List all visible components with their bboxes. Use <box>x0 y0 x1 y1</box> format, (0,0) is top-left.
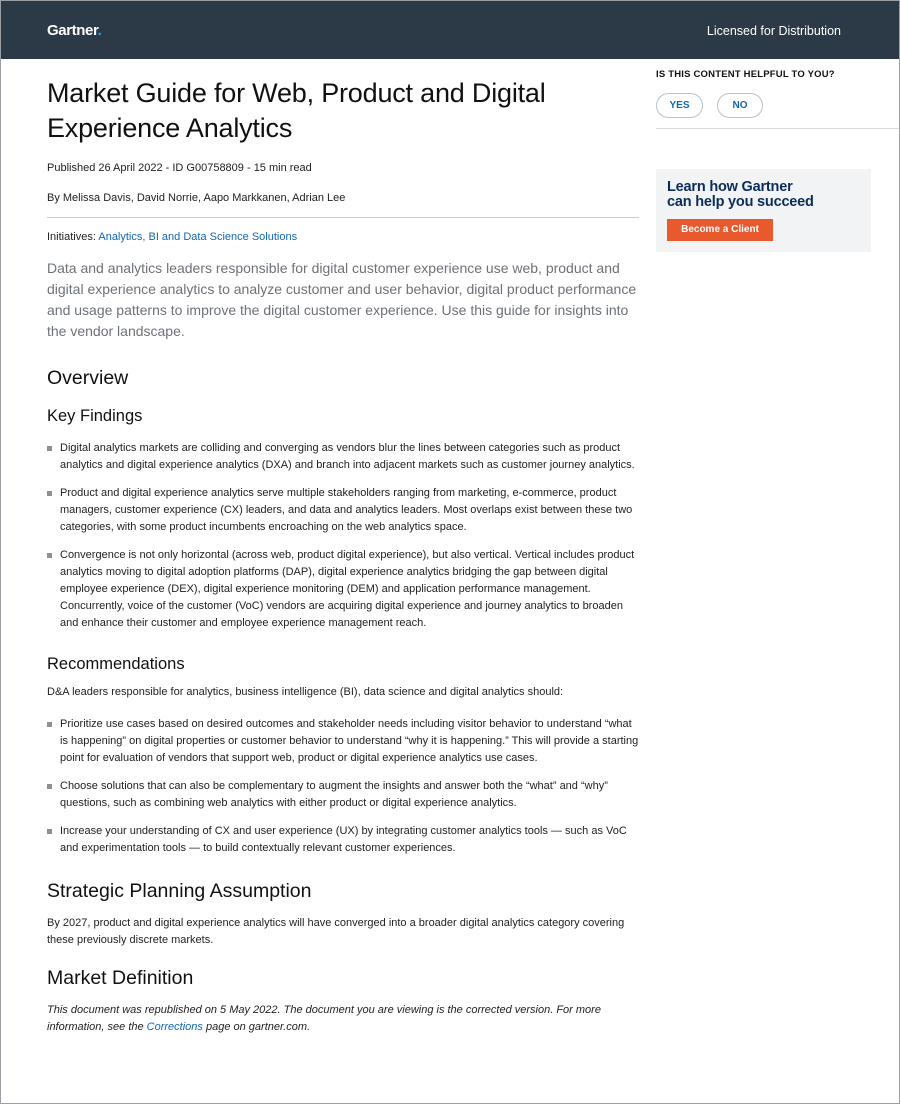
list-item <box>47 823 639 857</box>
top-bar <box>1 1 899 59</box>
bullet-square-icon <box>47 784 52 789</box>
feedback-buttons <box>656 93 899 119</box>
title-line-2: Experience Analytics <box>47 113 293 143</box>
market-definition-heading: Market Definition <box>47 967 194 989</box>
logo-dot: . <box>97 22 102 39</box>
become-client-button[interactable]: Become a Client <box>667 219 773 241</box>
header-divider <box>47 217 639 218</box>
helpful-question: IS THIS CONTENT HELPFUL TO YOU? <box>656 69 835 80</box>
md-text-before: This document was republished on 5 May 2022. The document you are viewing is the corrected version. For more information, see the <box>47 1004 601 1033</box>
bullet-square-icon <box>47 829 52 834</box>
list-item-text: Choose solutions that can also be complementary to augment the insights and answer both the “what” and “why” questions, such as combining web analytics with either product or digital experience analytics. <box>60 780 608 809</box>
overview-heading: Overview <box>47 367 129 389</box>
sidebar <box>656 59 899 235</box>
strategic-planning-text: By 2027, product and digital experience analytics will have converged into a broader digital analytics category covering these previously discrete markets. <box>47 917 625 946</box>
gartner-logo[interactable] <box>47 22 101 39</box>
market-definition-text <box>47 1002 639 1036</box>
recommendations-list <box>47 716 639 857</box>
recommendations-intro: D&A leaders responsible for analytics, business intelligence (BI), data science and digital analytics should: <box>47 686 564 698</box>
yes-button[interactable]: YES <box>656 93 703 118</box>
initiatives-link[interactable]: Analytics, BI and Data Science Solutions <box>98 231 298 243</box>
strategic-planning-heading: Strategic Planning Assumption <box>47 880 312 902</box>
promo-card <box>656 169 871 252</box>
bullet-square-icon <box>47 491 52 496</box>
list-item <box>47 716 639 767</box>
list-item <box>47 440 639 474</box>
recommendations-heading: Recommendations <box>47 655 185 673</box>
no-button[interactable]: NO <box>717 93 763 118</box>
page-title <box>47 76 639 146</box>
corrections-link[interactable]: Corrections <box>146 1021 203 1033</box>
list-item <box>47 547 639 632</box>
promo-line-1: Learn how Gartner <box>667 179 793 195</box>
list-item-text: Convergence is not only horizontal (across web, product digital experience), but also vertical. Vertical includes product analytics moving to digital adoption platforms (DAP), digital experience analytics bridging the gap between digital employee experience (DEX), digital experience monitoring (DEM) and application performance management. Concurrently, voice of the customer (VoC) vendors are acquiring digital experience and journey analytics to broaden and enhance their customer and employee experience management reach. <box>60 549 635 629</box>
md-text-after: page on gartner.com. <box>202 1021 311 1033</box>
document-main <box>47 59 639 1036</box>
promo-title <box>667 180 814 210</box>
list-item <box>47 485 639 536</box>
key-findings-heading: Key Findings <box>47 407 143 425</box>
authors-line: By Melissa Davis, David Norrie, Aapo Markkanen, Adrian Lee <box>47 192 346 204</box>
summary-text: Data and analytics leaders responsible for digital customer experience use web, product and digital experience analytics to analyze customer and user behavior, digital product performance and usage patterns to improve the digital customer experience. Use this guide for insights into the vendor landscape. <box>47 260 637 339</box>
key-findings-list <box>47 440 639 632</box>
bullet-square-icon <box>47 446 52 451</box>
list-item-text: Product and digital experience analytics serve multiple stakeholders ranging from marketing, e-commerce, product managers, customer experience (CX) leaders, and data and analytics leaders. Most overlaps exist between these two categories, with some product incumbents encroaching on the web analytics space. <box>60 487 633 533</box>
initiatives-label: Initiatives: <box>47 231 99 243</box>
promo-line-2: can help you succeed <box>667 194 814 210</box>
logo-text: Gartner <box>47 22 98 39</box>
list-item-text: Increase your understanding of CX and user experience (UX) by integrating customer analytics tools — such as VoC and experimentation tools — to build contextually relevant customer experiences. <box>60 825 627 854</box>
sidebar-divider <box>656 128 899 129</box>
list-item <box>47 778 639 812</box>
list-item-text: Prioritize use cases based on desired outcomes and stakeholder needs including visitor behavior to understand “what is happening” on digital properties or customer behavior to understand “why it is happening.” This will provide a starting point for evaluation of vendors that support web, product or digital experience analytics use cases. <box>60 718 639 764</box>
bullet-square-icon <box>47 553 52 558</box>
title-line-1: Market Guide for Web, Product and Digital <box>47 78 546 108</box>
initiatives-line <box>47 231 639 243</box>
bullet-square-icon <box>47 722 52 727</box>
publication-meta: Published 26 April 2022 - ID G00758809 - 15 min read <box>47 162 312 174</box>
licensed-label: Licensed for Distribution <box>706 24 841 38</box>
list-item-text: Digital analytics markets are colliding and converging as vendors blur the lines between categories such as product analytics and digital experience analytics (DXA) and branch into adjacent markets such as customer journey analytics. <box>60 442 635 471</box>
